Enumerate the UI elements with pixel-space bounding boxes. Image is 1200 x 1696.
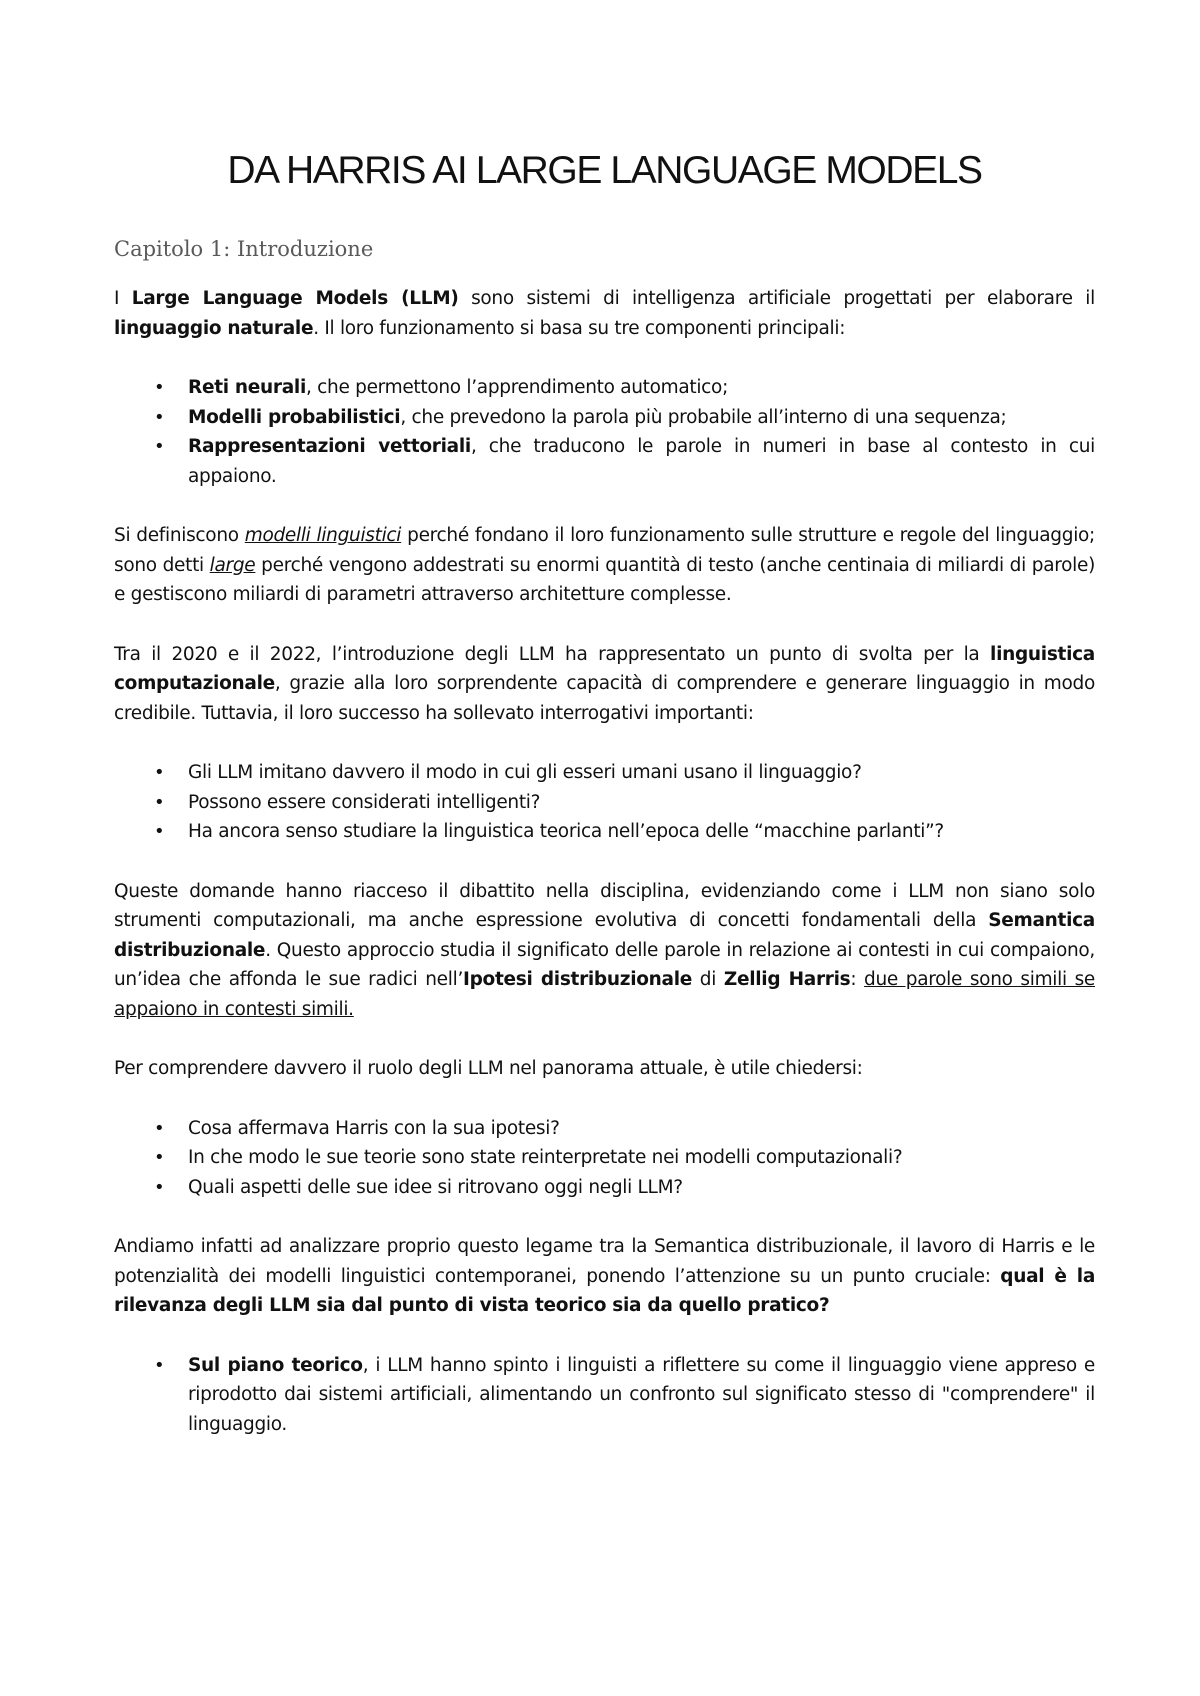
- text-run: , grazie alla loro sorprendente capacità di comprendere e generare linguaggio in modo credibile. Tuttavia, il loro successo ha sollevato interrogativi importanti:: [114, 673, 1095, 724]
- text-run: sono sistemi di intelligenza artificiale progettati per elaborare il: [458, 288, 1095, 310]
- text-run: perché fondano il loro funzionamento sulle strutture e regole del linguaggio; sono detti: [114, 525, 1095, 576]
- emphasis-modelli-linguistici: modelli linguistici: [244, 525, 402, 547]
- bold-key-question: qual è la rilevanza degli LLM sia dal punto di vista teorico sia da quello pratico?: [114, 1265, 1096, 1317]
- text-run: perché vengono addestrati su enormi quantità di testo (anche centinaia di miliardi di parole) e gestiscono miliardi di parametri attraverso architetture complesse.: [114, 554, 1095, 606]
- bold-term-linguaggio-naturale: linguaggio naturale: [114, 317, 314, 339]
- components-list: [114, 373, 1095, 491]
- text-run: , che permettono l’apprendimento automatico;: [306, 377, 729, 399]
- text-run: . Il loro funzionamento si basa su tre componenti principali:: [313, 317, 846, 339]
- bold-term: Sul piano teorico: [188, 1354, 363, 1376]
- paragraph-definition: [114, 521, 1095, 610]
- bold-term-ipotesi-distribuzionale: Ipotesi distribuzionale: [463, 969, 693, 991]
- list-item: [188, 1351, 1095, 1440]
- text-run: . Questo approccio studia il significato delle parole in relazione ai contesti in cui compaiono, un’idea che affonda le sue radici nell’: [114, 939, 1095, 991]
- list-item: • In che modo le sue teorie sono state reinterpretate nei modelli computazionali?: [188, 1143, 1095, 1173]
- text-run: , che traducono le parole in numeri in base al contesto in cui appaiono.: [188, 436, 1095, 487]
- paragraph-intro: [114, 284, 1095, 343]
- document-title: DA HARRIS AI LARGE LANGUAGE MODELS: [227, 149, 982, 192]
- chapter-heading: Capitolo 1: Introduzione: [114, 236, 374, 261]
- bold-term-zellig-harris: Zellig Harris: [723, 969, 851, 991]
- text-run: Andiamo infatti ad analizzare proprio questo legame tra la Semantica distribuzionale, il lavoro di Harris e le potenzialità dei modelli linguistici contemporanei, ponendo l’attenzione su un punto cruciale:: [114, 1236, 1095, 1287]
- bold-term: Rappresentazioni vettoriali: [188, 436, 471, 458]
- bold-term-semantica-distribuzionale: Semantica distribuzionale: [114, 910, 1095, 961]
- bold-term: Reti neurali: [188, 377, 306, 399]
- list-item: [188, 403, 1095, 433]
- emphasis-large: large: [209, 554, 256, 576]
- list-item: • Quali aspetti delle sue idee si ritrovano oggi negli LLM?: [188, 1173, 1095, 1203]
- document-body: [114, 284, 1095, 1439]
- bold-term-llm: Large Language Models (LLM): [131, 288, 459, 310]
- list-item: • Possono essere considerati intelligenti?: [188, 788, 1095, 818]
- paragraph-analysis: [114, 1232, 1095, 1321]
- bold-term-linguistica-computazionale: linguistica computazionale: [114, 643, 1095, 695]
- list-item: • Gli LLM imitano davvero il modo in cui gli esseri umani usano il linguaggio?: [188, 758, 1095, 788]
- text-run: , i LLM hanno spinto i linguisti a riflettere su come il linguaggio viene appreso e riprodotto dai sistemi artificiali, alimentando un confronto sul significato stesso di "comprendere" il linguaggio.: [188, 1354, 1095, 1435]
- list-item: • Cosa affermava Harris con la sua ipotesi?: [188, 1114, 1095, 1144]
- questions-list: [114, 758, 1095, 847]
- text-run: Tra il 2020 e il 2022, l’introduzione degli LLM ha rappresentato un punto di svolta per la: [114, 643, 991, 665]
- text-run: di: [692, 969, 724, 991]
- list-item: [188, 432, 1095, 491]
- text-run: Si definiscono: [114, 525, 245, 547]
- relevance-list: [114, 1351, 1095, 1440]
- bold-term: Modelli probabilistici: [188, 406, 401, 428]
- underlined-hypothesis: due parole sono simili se appaiono in contesti simili.: [114, 969, 1095, 1020]
- harris-questions-list: [114, 1114, 1095, 1203]
- paragraph-semantics: [114, 877, 1095, 1025]
- list-item: • Ha ancora senso studiare la linguistica teorica nell’epoca delle “macchine parlanti”?: [188, 817, 1095, 847]
- text-run: I: [114, 288, 132, 310]
- text-run: Queste domande hanno riacceso il dibattito nella disciplina, evidenziando come i LLM non siano solo strumenti computazionali, ma anche espressione evolutiva di concetti fondamentali della: [114, 880, 1095, 932]
- paragraph-history: [114, 640, 1095, 729]
- list-item: [188, 373, 1095, 403]
- paragraph-questions-intro: Per comprendere davvero il ruolo degli LLM nel panorama attuale, è utile chiedersi:: [114, 1058, 863, 1080]
- text-run: :: [850, 969, 865, 991]
- text-run: , che prevedono la parola più probabile all’interno di una sequenza;: [400, 406, 1007, 428]
